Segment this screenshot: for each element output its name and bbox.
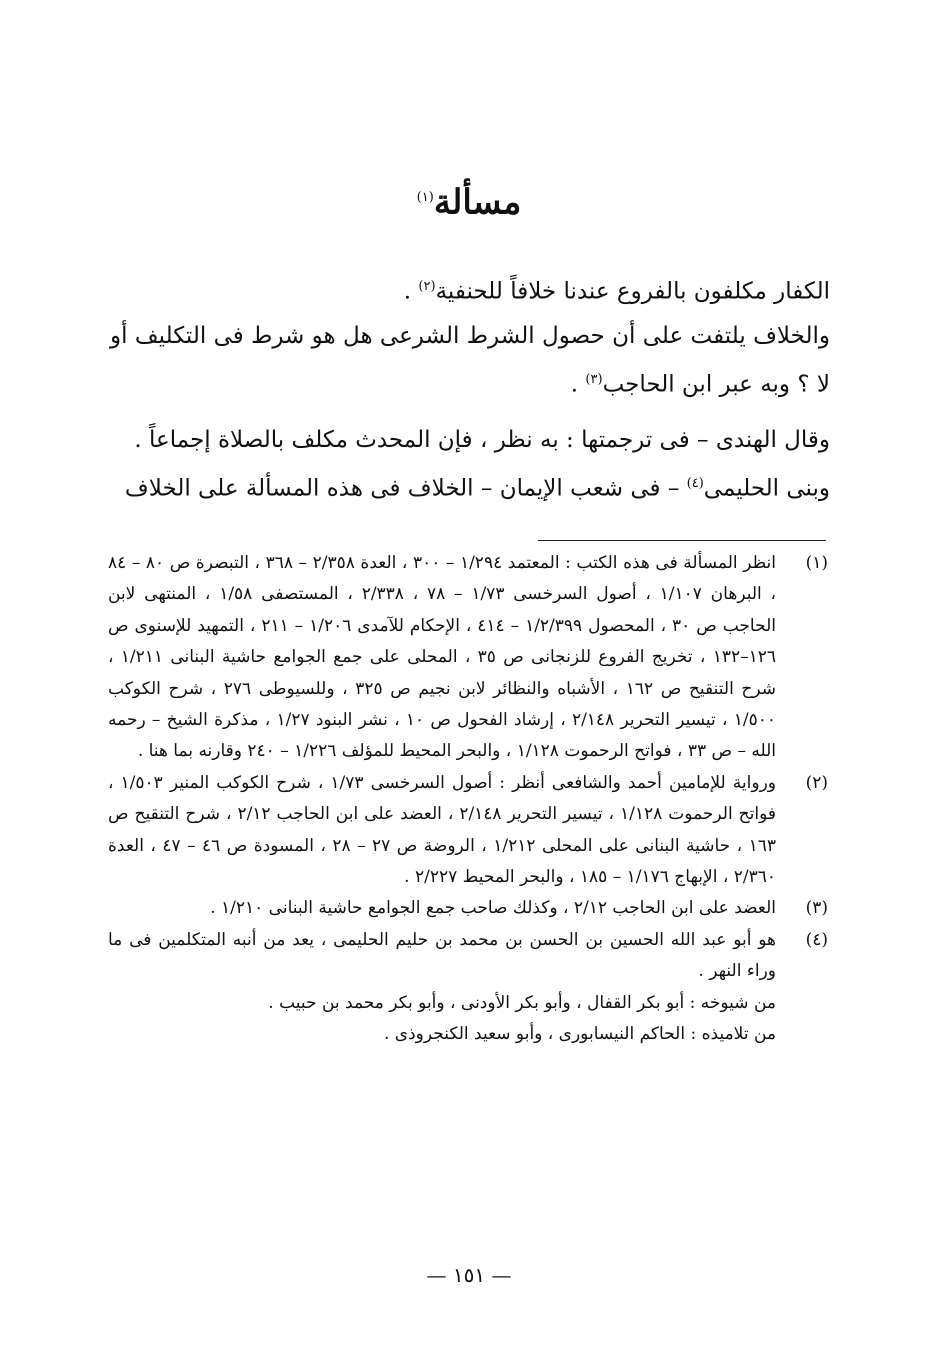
footnote-number: (٢) xyxy=(805,772,828,793)
paragraph-4-start: وبنى الحليمى xyxy=(703,475,830,502)
footnote-4 xyxy=(108,925,828,1051)
footnote-number: (٤) xyxy=(805,929,828,950)
paragraph-4-end: – فى شعب الإيمان – الخلاف فى هذه المسألة على الخلاف xyxy=(124,475,687,502)
footnote-1 xyxy=(108,548,828,768)
footnote-ref-2: (٢) xyxy=(418,279,436,294)
footnote-text: ورواية للإمامين أحمد والشافعى أنظر : أصول السرخسى ١/٧٣ ، شرح الكوكب المنير ١/٥٠٣ ، فواتح الرحموت ١/١٢٨ ، تيسير التحرير ٢/١٤٨ ، العضد على ابن الحاجب ٢/١٢ ، شرح التنقيح ص ١٦٣ ، حاشية البنانى على المحلى ١/٢١٢ ، الروضة ص ٢٧ – ٢٨ ، المسودة ص ٤٦ – ٤٧ ، العدة ٢/٣٦٠ ، الإبهاج ١/١٧٦ – ١٨٥ ، والبحر المحيط ٢/٢٢٧ . xyxy=(108,772,777,888)
main-text-continued xyxy=(110,418,830,511)
paragraph-2-end: . xyxy=(570,371,586,398)
main-text xyxy=(110,265,830,406)
footnote-text: انظر المسألة فى هذه الكتب : المعتمد ١/٢٩٤ – ٣٠٠ ، العدة ٢/٣٥٨ – ٣٦٨ ، التبصرة ص ٨٠ – ٨٤ ، البرهان ١/١٠٧ ، أصول السرخسى ١/٧٣ – ٧٨ ، ٢/٣٣٨ ، المستصفى ١/٥٨ ، المنتهى لابن الحاجب ص ٣٠ ، المحصول ١/٢/٣٩٩ – ٤١٤ ، الإحكام للآمدى ١/٢٠٦ – ٢١١ ، التمهيد للإسنوى ص ١٢٦–١٣٢ ، تخريج الفروع للزنجانى ص ٣٥ ، المحلى على جمع الجوامع حاشية البنانى ١/٢١١ ، شرح التنقيح ص ١٦٢ ، الأشباه والنظائر لابن نجيم ص ٣٢٥ ، وللسيوطى ٢٧٦ ، شرح الكوكب ١/٥٠٠ ، تيسير التحرير ٢/١٤٨ ، إرشاد الفحول ص ١٠ ، نشر البنود ١/٢٧ ، مذكرة الشيخ – رحمه الله – ص ٣٣ ، فواتح الرحموت ١/١٢٨ ، والبحر المحيط للمؤلف ١/٢٢٦ – ٢٤٠ وقارنه بما هنا . xyxy=(108,553,777,762)
paragraph-1 xyxy=(110,265,830,314)
page-number: — ١٥١ — xyxy=(426,1263,512,1287)
footnote-text: العضد على ابن الحاجب ٢/١٢ ، وكذلك صاحب جمع الجوامع حاشية البنانى ١/٢١٠ . xyxy=(210,898,776,919)
footnote-teachers: من شيوخه : أبو بكر القفال ، وأبو بكر الأودنى ، وأبو بكر محمد بن حبيب . xyxy=(268,992,776,1013)
footnote-text: هو أبو عبد الله الحسين بن الحسن بن محمد بن حليم الحليمى ، يعد من أنبه المتكلمين فى ما وراء النهر . xyxy=(108,929,776,982)
footnote-number: (٣) xyxy=(805,898,828,919)
footnote-ref-4: (٤) xyxy=(686,476,704,491)
title-footnote-ref: (١) xyxy=(416,190,434,205)
footnote-3 xyxy=(108,893,828,924)
footnote-ref-3: (٣) xyxy=(585,371,603,387)
paragraph-1-text: الكفار مكلفون بالفروع عندنا خلافاً للحنفية xyxy=(435,278,830,305)
paragraph-2 xyxy=(110,314,830,407)
section-title xyxy=(0,168,938,232)
footnote-2 xyxy=(108,768,828,894)
footnote-separator xyxy=(538,540,826,541)
paragraph-2-text: والخلاف يلتفت على أن حصول الشرط الشرعى هل هو شرط فى التكليف أو لا ؟ وبه عبر ابن الحاجب xyxy=(110,322,830,398)
footnote-number: (١) xyxy=(805,553,828,573)
paragraph-3: وقال الهندى – فى ترجمتها : به نظر ، فإن المحدث مكلف بالصلاة إجماعاً . xyxy=(134,427,830,453)
footnote-students: من تلاميذه : الحاكم النيسابورى ، وأبو سعيد الكنجروذى . xyxy=(383,1024,776,1045)
title-text: مسألة xyxy=(433,182,522,223)
footnotes xyxy=(108,548,828,1051)
paragraph-4 xyxy=(110,462,830,511)
paragraph-1-end: . xyxy=(403,278,419,305)
